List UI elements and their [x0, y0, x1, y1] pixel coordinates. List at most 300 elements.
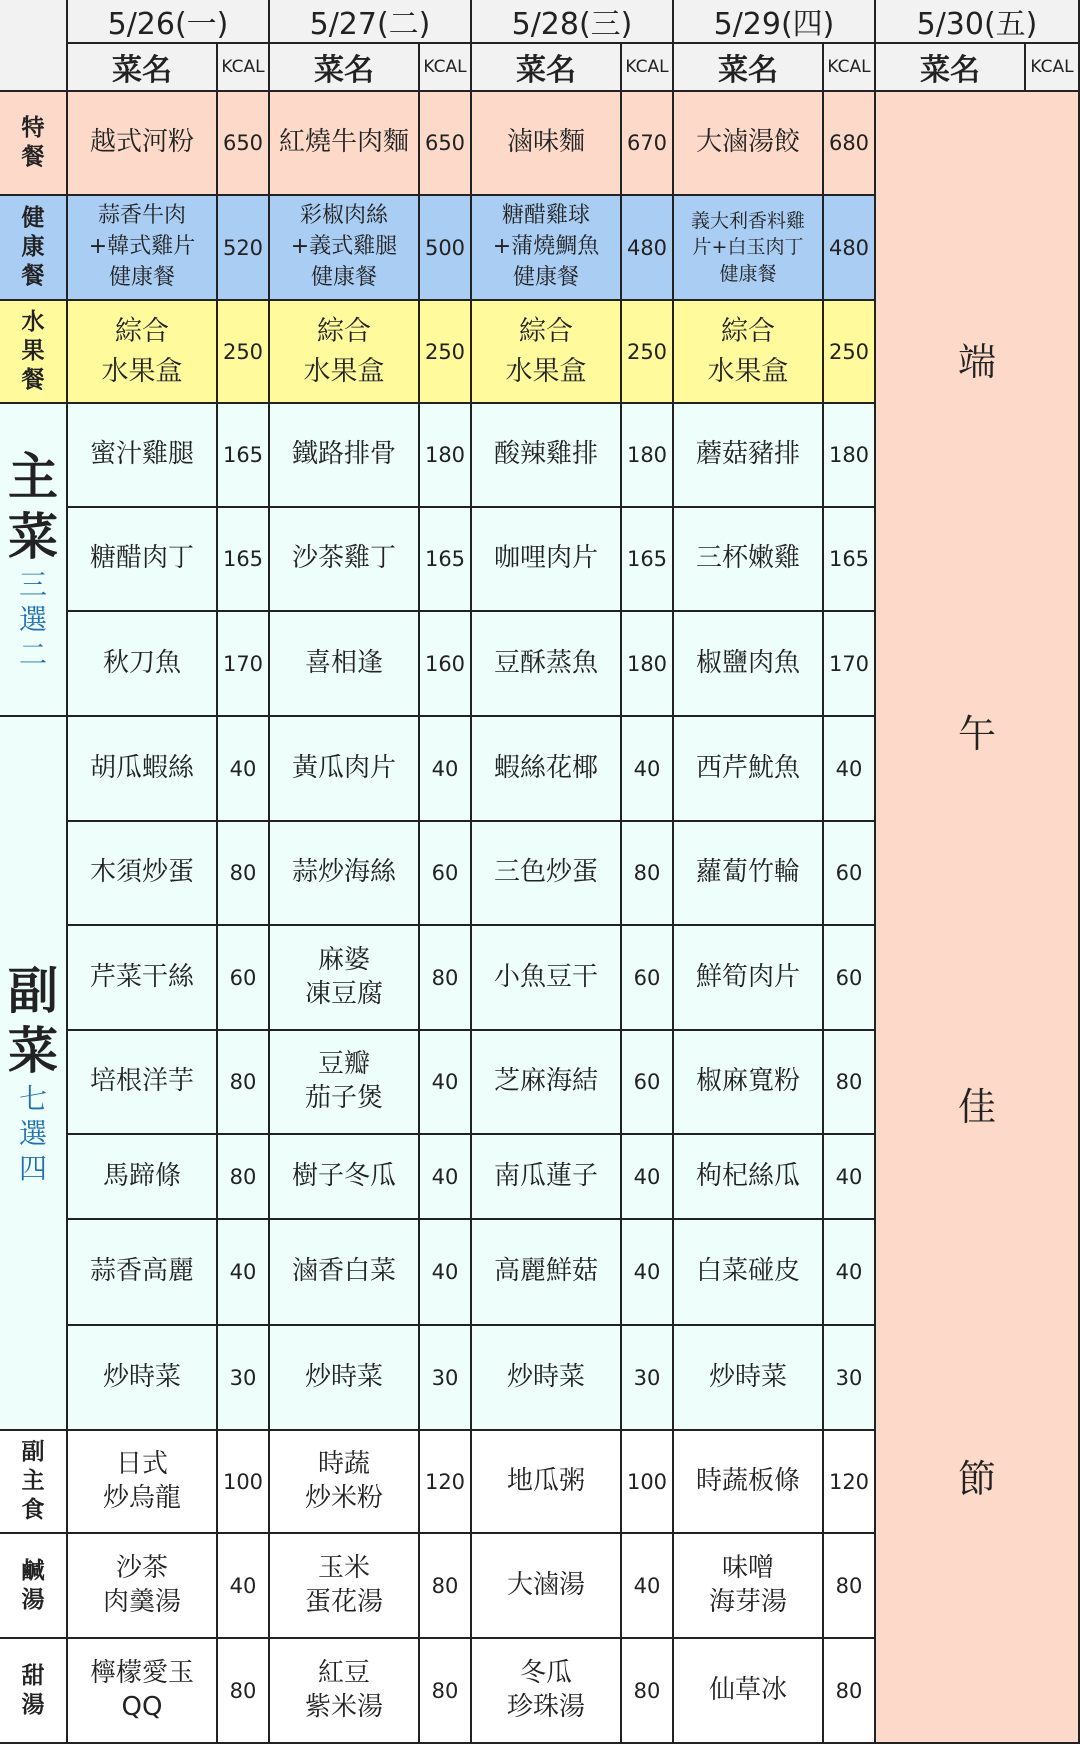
dish-name-cell — [472, 926, 622, 1031]
dish-name-cell — [68, 508, 218, 612]
dish-name-cell — [270, 612, 420, 717]
dish-name-cell — [472, 1135, 622, 1220]
dish-kcal-cell-text: 80 — [229, 1164, 257, 1189]
dish-kcal-cell-text: 40 — [431, 1070, 459, 1094]
dish-kcal-cell — [218, 822, 270, 926]
dish-kcal-cell — [622, 1326, 674, 1431]
dish-name-cell-text: 蒜香高麗 — [89, 1256, 194, 1287]
dish-kcal-cell-text: 500 — [424, 235, 466, 260]
dish-kcal-cell-text: 40 — [229, 1260, 257, 1284]
dish-name-cell-text: 越式河粉 — [89, 127, 194, 158]
dish-kcal-cell-text: 30 — [431, 1365, 459, 1390]
dish-name-cell-text: 馬蹄條 — [102, 1160, 181, 1191]
dish-name-cell-text: 椒麻寬粉 — [695, 1066, 800, 1097]
dish-kcal-cell-text: 80 — [229, 1678, 257, 1703]
dish-kcal-cell-text: 520 — [222, 235, 264, 260]
dish-kcal-cell — [218, 1431, 270, 1534]
dish-name-cell-text: 炒時菜 — [304, 1361, 383, 1392]
dish-name-cell-text: 玉米 蛋花湯 — [304, 1552, 383, 1617]
dish-name-cell — [674, 301, 824, 404]
dish-name-cell — [270, 1639, 420, 1744]
dish-name-cell-text: 麻婆 凍豆腐 — [304, 944, 383, 1009]
dish-kcal-cell — [824, 196, 876, 301]
dish-kcal-cell — [218, 1135, 270, 1220]
dish-name-header — [68, 44, 218, 92]
dish-name-cell-text: 咖哩肉片 — [493, 543, 598, 574]
dish-name-cell — [270, 301, 420, 404]
dish-name-cell — [270, 92, 420, 196]
day-header — [270, 0, 472, 44]
dish-name-cell — [674, 1031, 824, 1135]
dish-kcal-cell — [622, 92, 674, 196]
dish-kcal-cell-text: 250 — [424, 339, 466, 364]
dish-name-cell-text: 味噌 海芽湯 — [708, 1552, 787, 1617]
dish-name-cell — [674, 822, 824, 926]
dish-kcal-cell — [218, 717, 270, 822]
dish-name-cell — [674, 196, 824, 301]
dish-kcal-cell-text: 40 — [229, 756, 257, 781]
dish-kcal-cell-text: 80 — [835, 1678, 863, 1703]
dish-kcal-cell-text: 80 — [633, 1678, 661, 1703]
dish-name-cell-text: 滷味麵 — [506, 127, 585, 158]
dish-name-cell-text: 芹菜干絲 — [89, 961, 194, 992]
dish-kcal-cell-text: 40 — [633, 1164, 661, 1189]
dish-name-cell-text: 沙茶 肉羹湯 — [102, 1552, 181, 1617]
dish-kcal-cell-text: 680 — [828, 131, 870, 155]
category-staple-text: 副 主 食 — [21, 1439, 45, 1523]
dish-kcal-cell — [420, 92, 472, 196]
dish-kcal-cell — [622, 822, 674, 926]
dish-name-cell-text: 胡瓜蝦絲 — [89, 752, 194, 783]
dish-name-cell-text: 木須炒蛋 — [89, 857, 194, 888]
dish-name-header — [876, 44, 1026, 92]
dish-name-cell-text: 大滷湯 — [506, 1569, 585, 1600]
kcal-header — [420, 44, 472, 92]
dish-kcal-cell — [420, 1135, 472, 1220]
dish-name-cell-text: 小魚豆干 — [493, 961, 598, 992]
dish-name-cell-text: 鐵路排骨 — [291, 439, 396, 470]
dish-kcal-cell-text: 40 — [229, 1573, 257, 1598]
dish-name-cell-text: 蘑菇豬排 — [695, 439, 800, 470]
dish-kcal-cell — [420, 1639, 472, 1744]
dish-name-header-text: 菜名 — [920, 53, 980, 88]
dish-name-cell-text: 滷香白菜 — [291, 1256, 396, 1287]
dish-name-cell — [674, 404, 824, 508]
dish-kcal-cell — [824, 1326, 876, 1431]
dish-name-cell — [472, 92, 622, 196]
dish-kcal-cell-text: 100 — [626, 1469, 668, 1494]
dish-kcal-cell — [622, 1431, 674, 1534]
dish-kcal-cell — [824, 612, 876, 717]
dish-name-cell-text: 樹子冬瓜 — [291, 1160, 396, 1191]
dish-kcal-cell-text: 650 — [424, 131, 466, 155]
dish-kcal-cell-text: 30 — [229, 1365, 257, 1390]
holiday-character: 午 — [957, 712, 996, 757]
dish-name-cell-text: 酸辣雞排 — [493, 439, 598, 470]
dish-kcal-cell-text: 250 — [626, 339, 668, 364]
dish-name-cell-text: 紅燒牛肉麵 — [278, 127, 409, 158]
dish-kcal-cell — [420, 1431, 472, 1534]
dish-name-cell — [674, 1639, 824, 1744]
dish-kcal-cell-text: 40 — [431, 1164, 459, 1189]
day-header-text: 5/29(四) — [713, 7, 835, 42]
dish-name-cell — [472, 1639, 622, 1744]
category-side-dish — [0, 717, 68, 1431]
holiday-character: 佳 — [957, 1084, 996, 1129]
category-salty-soup-text: 鹹 湯 — [21, 1557, 45, 1613]
dish-kcal-cell-text: 40 — [633, 1573, 661, 1598]
category-healthy-text: 健 康 餐 — [21, 205, 45, 289]
dish-kcal-cell — [622, 1031, 674, 1135]
dish-name-cell — [270, 926, 420, 1031]
dish-name-cell — [68, 1431, 218, 1534]
category-special-text: 特 餐 — [21, 115, 45, 170]
dish-name-cell-text: 蒜香牛肉 +韓式雞片 健康餐 — [88, 203, 196, 290]
dish-kcal-cell — [824, 1534, 876, 1639]
dish-kcal-cell-text: 160 — [424, 651, 466, 676]
dish-name-cell-text: 炒時菜 — [708, 1361, 787, 1392]
dish-kcal-cell-text: 170 — [222, 651, 264, 676]
dish-name-cell — [68, 1135, 218, 1220]
dish-kcal-cell-text: 250 — [828, 339, 870, 364]
dish-kcal-cell — [622, 926, 674, 1031]
dish-kcal-cell — [824, 1220, 876, 1326]
dish-name-cell — [472, 404, 622, 508]
dish-kcal-cell-text: 80 — [431, 1678, 459, 1703]
dish-name-cell-text: 炒時菜 — [506, 1361, 585, 1392]
dish-kcal-cell-text: 180 — [424, 443, 466, 467]
dish-name-cell — [270, 1534, 420, 1639]
dish-kcal-cell-text: 80 — [229, 861, 257, 885]
dish-kcal-cell-text: 30 — [835, 1365, 863, 1390]
category-sweet-soup — [0, 1639, 68, 1744]
dish-kcal-cell-text: 120 — [424, 1469, 466, 1494]
dish-name-header-text: 菜名 — [112, 53, 172, 88]
dish-name-cell — [674, 1534, 824, 1639]
dish-name-cell — [270, 1326, 420, 1431]
dish-kcal-cell — [218, 301, 270, 404]
kcal-header — [824, 44, 876, 92]
dish-name-cell-text: 高麗鮮菇 — [493, 1256, 598, 1287]
dish-name-cell — [472, 612, 622, 717]
day-header-text: 5/26(一) — [107, 7, 229, 42]
day-header-text: 5/30(五) — [916, 7, 1038, 42]
day-header — [674, 0, 876, 44]
dish-name-cell-text: 義大利香料雞 片+白玉肉丁 健康餐 — [690, 209, 805, 285]
dish-kcal-cell-text: 170 — [828, 651, 870, 676]
dish-kcal-cell — [420, 1220, 472, 1326]
dish-name-cell-text: 沙茶雞丁 — [291, 543, 396, 574]
dish-name-cell-text: 炒時菜 — [102, 1361, 181, 1392]
dish-kcal-cell-text: 80 — [229, 1070, 257, 1094]
dish-name-cell-text: 紅豆 紫米湯 — [304, 1657, 383, 1722]
dish-kcal-cell — [622, 404, 674, 508]
dish-name-cell — [68, 926, 218, 1031]
dish-kcal-cell — [420, 404, 472, 508]
dish-kcal-cell — [622, 717, 674, 822]
category-sweet-soup-text: 甜 湯 — [21, 1662, 45, 1718]
dish-kcal-cell-text: 180 — [828, 443, 870, 467]
dish-name-cell — [270, 404, 420, 508]
dish-kcal-cell-text: 80 — [633, 861, 661, 885]
dish-name-cell — [270, 1031, 420, 1135]
dish-name-cell-text: 糖醋雞球 +蒲燒鯛魚 健康餐 — [492, 203, 600, 290]
dish-kcal-cell — [622, 612, 674, 717]
dish-kcal-cell-text: 40 — [835, 756, 863, 781]
holiday-notice — [876, 92, 1080, 1744]
dish-kcal-cell — [824, 508, 876, 612]
dish-kcal-cell-text: 165 — [424, 547, 466, 571]
dish-kcal-cell-text: 40 — [633, 756, 661, 781]
dish-name-cell — [270, 1431, 420, 1534]
dish-kcal-cell — [218, 926, 270, 1031]
dish-kcal-cell — [824, 1431, 876, 1534]
dish-name-cell — [68, 301, 218, 404]
dish-kcal-cell — [218, 1639, 270, 1744]
category-side-dish-choice-note: 七 選 四 — [18, 1081, 47, 1185]
dish-name-cell-text: 地瓜粥 — [506, 1465, 585, 1496]
dish-kcal-cell-text: 60 — [835, 861, 863, 885]
dish-kcal-cell — [420, 717, 472, 822]
dish-kcal-cell — [420, 926, 472, 1031]
dish-kcal-cell — [420, 612, 472, 717]
dish-name-cell — [472, 301, 622, 404]
dish-name-header — [674, 44, 824, 92]
dish-kcal-cell-text: 40 — [835, 1260, 863, 1284]
kcal-header — [218, 44, 270, 92]
dish-name-cell — [472, 196, 622, 301]
category-salty-soup — [0, 1534, 68, 1639]
dish-name-cell — [674, 717, 824, 822]
dish-kcal-cell-text: 165 — [222, 443, 264, 467]
dish-name-cell — [472, 508, 622, 612]
dish-name-cell — [68, 1220, 218, 1326]
dish-name-cell-text: 秋刀魚 — [102, 647, 181, 678]
dish-name-cell-text: 南瓜蓮子 — [493, 1160, 598, 1191]
dish-name-cell-text: 時蔬 炒米粉 — [304, 1448, 383, 1513]
dish-kcal-cell-text: 60 — [835, 965, 863, 990]
dish-name-cell-text: 芝麻海結 — [493, 1066, 598, 1097]
dish-name-cell — [472, 1431, 622, 1534]
dish-name-cell — [674, 926, 824, 1031]
dish-kcal-cell — [622, 1534, 674, 1639]
dish-kcal-cell-text: 480 — [828, 235, 870, 260]
dish-name-cell — [472, 717, 622, 822]
dish-name-cell-text: 鮮筍肉片 — [695, 961, 800, 992]
dish-name-cell — [68, 92, 218, 196]
dish-kcal-cell-text: 40 — [835, 1164, 863, 1189]
day-header-text: 5/28(三) — [511, 7, 633, 42]
dish-kcal-cell-text: 60 — [229, 965, 257, 990]
dish-name-cell — [472, 822, 622, 926]
dish-name-cell — [472, 1220, 622, 1326]
dish-name-cell-text: 枸杞絲瓜 — [695, 1160, 800, 1191]
kcal-header — [622, 44, 674, 92]
dish-name-cell — [674, 508, 824, 612]
dish-kcal-cell — [420, 1534, 472, 1639]
kcal-header-text: KCAL — [1030, 57, 1074, 77]
dish-name-cell-text: 蒜炒海絲 — [291, 857, 396, 888]
dish-kcal-cell — [218, 1326, 270, 1431]
dish-kcal-cell — [824, 92, 876, 196]
kcal-header-text: KCAL — [221, 57, 265, 77]
dish-kcal-cell-text: 60 — [431, 861, 459, 885]
dish-kcal-cell-text: 480 — [626, 235, 668, 260]
dish-kcal-cell — [218, 92, 270, 196]
dish-name-cell — [68, 1639, 218, 1744]
dish-name-cell — [68, 612, 218, 717]
dish-name-cell-text: 三色炒蛋 — [493, 857, 598, 888]
dish-name-cell — [270, 717, 420, 822]
dish-kcal-cell-text: 165 — [222, 547, 264, 571]
dish-name-cell-text: 豆瓣 茄子煲 — [304, 1049, 383, 1113]
dish-name-cell — [270, 822, 420, 926]
dish-name-cell-text: 黃瓜肉片 — [291, 752, 396, 783]
holiday-character: 端 — [957, 339, 996, 384]
day-header — [68, 0, 270, 44]
dish-name-cell — [68, 717, 218, 822]
dish-kcal-cell-text: 670 — [626, 131, 668, 155]
kcal-header-text: KCAL — [827, 57, 871, 77]
dish-kcal-cell — [420, 822, 472, 926]
dish-name-cell — [472, 1326, 622, 1431]
dish-kcal-cell — [622, 1220, 674, 1326]
dish-kcal-cell-text: 180 — [626, 443, 668, 467]
dish-kcal-cell-text: 30 — [633, 1365, 661, 1390]
kcal-header-text: KCAL — [625, 57, 669, 77]
dish-kcal-cell — [218, 404, 270, 508]
dish-name-cell-text: 蜜汁雞腿 — [89, 439, 194, 470]
dish-kcal-cell-text: 165 — [828, 547, 870, 571]
dish-name-cell-text: 蝦絲花椰 — [493, 752, 598, 783]
dish-kcal-cell-text: 40 — [431, 756, 459, 781]
dish-name-cell-text: 培根洋芋 — [89, 1066, 194, 1097]
dish-kcal-cell — [824, 822, 876, 926]
dish-name-cell-text: 白菜碰皮 — [695, 1256, 800, 1287]
dish-name-cell-text: 綜合 水果盒 — [707, 316, 789, 387]
dish-kcal-cell-text: 250 — [222, 339, 264, 364]
dish-name-cell — [68, 1534, 218, 1639]
dish-name-header-text: 菜名 — [718, 53, 778, 88]
kcal-header-text: KCAL — [423, 57, 467, 77]
dish-name-cell-text: 三杯嫩雞 — [695, 543, 800, 574]
dish-kcal-cell — [824, 1031, 876, 1135]
dish-name-cell-text: 綜合 水果盒 — [101, 316, 183, 387]
dish-kcal-cell-text: 165 — [626, 547, 668, 571]
dish-name-cell-text: 椒鹽肉魚 — [695, 647, 800, 678]
dish-kcal-cell-text: 180 — [626, 651, 668, 676]
dish-kcal-cell — [420, 1326, 472, 1431]
dish-name-cell-text: 彩椒肉絲 +義式雞腿 健康餐 — [290, 203, 398, 290]
dish-kcal-cell — [218, 1031, 270, 1135]
dish-name-cell-text: 時蔬板條 — [695, 1465, 800, 1496]
dish-name-cell-text: 仙草冰 — [708, 1674, 787, 1705]
dish-name-cell-text: 冬瓜 珍珠湯 — [506, 1657, 585, 1722]
dish-kcal-cell — [824, 1135, 876, 1220]
dish-name-cell-text: 西芹魷魚 — [695, 752, 800, 783]
dish-name-header-text: 菜名 — [516, 53, 576, 88]
dish-name-cell — [674, 92, 824, 196]
day-header-text: 5/27(二) — [309, 7, 431, 42]
dish-kcal-cell — [420, 301, 472, 404]
dish-name-cell — [472, 1031, 622, 1135]
dish-name-cell-text: 大滷湯餃 — [695, 127, 800, 158]
dish-name-cell — [68, 1031, 218, 1135]
dish-kcal-cell — [218, 1220, 270, 1326]
category-healthy — [0, 196, 68, 301]
dish-kcal-cell-text: 100 — [222, 1469, 264, 1494]
category-main-dish-choice-note: 三 選 二 — [18, 568, 47, 671]
category-main-dish-title: 主 菜 — [8, 448, 58, 566]
dish-kcal-cell — [218, 196, 270, 301]
day-header — [876, 0, 1080, 44]
category-staple — [0, 1431, 68, 1534]
dish-name-cell-text: 蘿蔔竹輪 — [695, 857, 800, 888]
dish-kcal-cell — [824, 926, 876, 1031]
dish-name-cell — [674, 1431, 824, 1534]
dish-kcal-cell — [622, 1639, 674, 1744]
category-fruit-text: 水 果 餐 — [21, 309, 45, 393]
dish-name-cell — [674, 1326, 824, 1431]
dish-kcal-cell-text: 80 — [431, 965, 459, 990]
dish-name-cell — [68, 196, 218, 301]
dish-name-cell-text: 綜合 水果盒 — [303, 316, 385, 387]
dish-kcal-cell — [218, 612, 270, 717]
dish-kcal-cell-text: 80 — [835, 1070, 863, 1094]
dish-name-cell — [674, 1135, 824, 1220]
dish-kcal-cell — [824, 301, 876, 404]
dish-name-header — [270, 44, 420, 92]
dish-name-cell — [68, 822, 218, 926]
dish-kcal-cell — [218, 1534, 270, 1639]
dish-name-header — [472, 44, 622, 92]
category-special — [0, 92, 68, 196]
dish-kcal-cell — [218, 508, 270, 612]
dish-name-cell — [68, 1326, 218, 1431]
dish-kcal-cell-text: 60 — [633, 1070, 661, 1094]
dish-kcal-cell — [622, 301, 674, 404]
dish-name-header-text: 菜名 — [314, 53, 374, 88]
dish-name-cell-text: 檸檬愛玉 QQ — [89, 1657, 194, 1722]
dish-name-cell-text: 日式 炒烏龍 — [102, 1448, 181, 1513]
dish-kcal-cell — [420, 196, 472, 301]
holiday-character: 節 — [957, 1457, 996, 1502]
dish-kcal-cell-text: 80 — [835, 1573, 863, 1598]
dish-kcal-cell-text: 650 — [222, 131, 264, 155]
dish-kcal-cell — [622, 196, 674, 301]
dish-kcal-cell-text: 40 — [633, 1260, 661, 1284]
dish-name-cell — [472, 1534, 622, 1639]
dish-name-cell — [674, 612, 824, 717]
dish-kcal-cell — [824, 404, 876, 508]
dish-kcal-cell — [622, 508, 674, 612]
dish-kcal-cell-text: 120 — [828, 1469, 870, 1494]
dish-name-cell-text: 糖醋肉丁 — [89, 543, 194, 574]
dish-kcal-cell-text: 60 — [633, 965, 661, 990]
dish-kcal-cell — [420, 508, 472, 612]
category-main-dish — [0, 404, 68, 717]
dish-name-cell — [270, 508, 420, 612]
dish-kcal-cell-text: 40 — [431, 1260, 459, 1284]
category-side-dish-title: 副 菜 — [8, 961, 58, 1080]
day-header — [472, 0, 674, 44]
dish-name-cell-text: 綜合 水果盒 — [505, 316, 587, 387]
header-corner — [0, 0, 68, 92]
dish-name-cell — [270, 196, 420, 301]
dish-kcal-cell-text: 80 — [431, 1573, 459, 1598]
dish-kcal-cell — [824, 717, 876, 822]
dish-name-cell — [270, 1220, 420, 1326]
